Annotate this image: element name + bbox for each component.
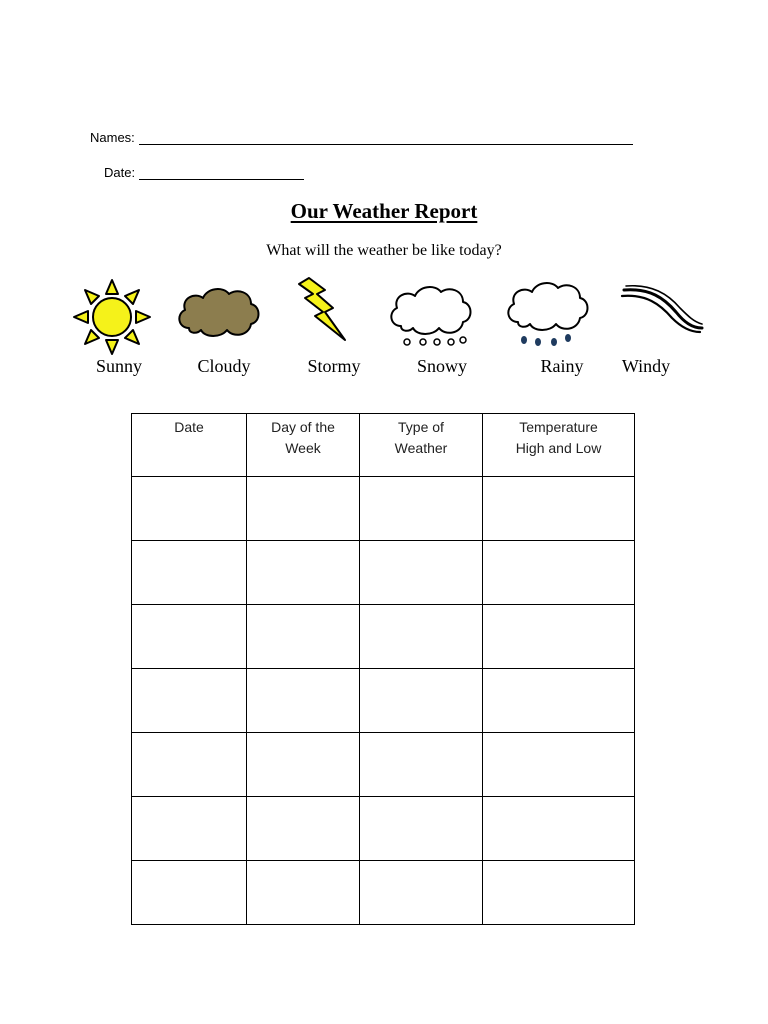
- table-cell[interactable]: [132, 605, 247, 669]
- date-blank-line[interactable]: [139, 165, 304, 180]
- date-label: Date:: [104, 165, 136, 180]
- table-cell[interactable]: [132, 669, 247, 733]
- table-cell[interactable]: [132, 541, 247, 605]
- table-cell[interactable]: [483, 861, 635, 925]
- table-row: [132, 797, 635, 861]
- table-cell[interactable]: [247, 669, 360, 733]
- table-cell[interactable]: [483, 669, 635, 733]
- table-row: [132, 477, 635, 541]
- weather-label-snowy: Snowy: [416, 356, 467, 376]
- table-cell[interactable]: [247, 541, 360, 605]
- table-header-row: [132, 414, 635, 477]
- names-label: Names:: [90, 130, 135, 145]
- names-field: [90, 130, 633, 145]
- wind-icon: [620, 284, 704, 336]
- header-temperature: Temperature High and Low: [483, 414, 635, 477]
- rain-cloud-icon: [504, 278, 594, 348]
- sun-icon: [72, 278, 152, 356]
- table-cell[interactable]: [483, 733, 635, 797]
- table-cell[interactable]: [132, 733, 247, 797]
- header-type-of-weather: Type of Weather: [360, 414, 483, 477]
- weather-label-windy: Windy: [621, 356, 671, 376]
- table-cell[interactable]: [483, 797, 635, 861]
- table-cell[interactable]: [483, 541, 635, 605]
- table-cell[interactable]: [360, 861, 483, 925]
- weather-label-sunny: Sunny: [95, 356, 142, 376]
- table-cell[interactable]: [247, 605, 360, 669]
- cloud-icon: [175, 284, 261, 340]
- table-cell[interactable]: [360, 733, 483, 797]
- page-title: Our Weather Report: [290, 199, 478, 223]
- table-cell[interactable]: [247, 797, 360, 861]
- table-cell[interactable]: [247, 477, 360, 541]
- weather-label-stormy: Stormy: [307, 356, 361, 376]
- weather-question: What will the weather be like today?: [266, 242, 502, 259]
- snow-cloud-icon: [387, 282, 475, 348]
- table-cell[interactable]: [360, 605, 483, 669]
- date-field: [104, 165, 304, 180]
- table-row: [132, 733, 635, 797]
- table-cell[interactable]: [483, 605, 635, 669]
- header-day-of-week: Day of the Week: [247, 414, 360, 477]
- table-row: [132, 605, 635, 669]
- weather-report-table: [131, 413, 635, 925]
- table-cell[interactable]: [132, 797, 247, 861]
- weather-label-cloudy: Cloudy: [197, 356, 251, 376]
- table-cell[interactable]: [132, 861, 247, 925]
- table-cell[interactable]: [483, 477, 635, 541]
- table-cell[interactable]: [132, 477, 247, 541]
- names-blank-line[interactable]: [139, 130, 633, 145]
- header-date: Date: [132, 414, 247, 477]
- table-row: [132, 669, 635, 733]
- table-row: [132, 541, 635, 605]
- table-cell[interactable]: [360, 797, 483, 861]
- weather-label-rainy: Rainy: [540, 356, 584, 376]
- lightning-icon: [297, 276, 349, 344]
- table-cell[interactable]: [360, 477, 483, 541]
- table-cell[interactable]: [247, 861, 360, 925]
- table-cell[interactable]: [247, 733, 360, 797]
- table-cell[interactable]: [360, 669, 483, 733]
- table-cell[interactable]: [360, 541, 483, 605]
- table-row: [132, 861, 635, 925]
